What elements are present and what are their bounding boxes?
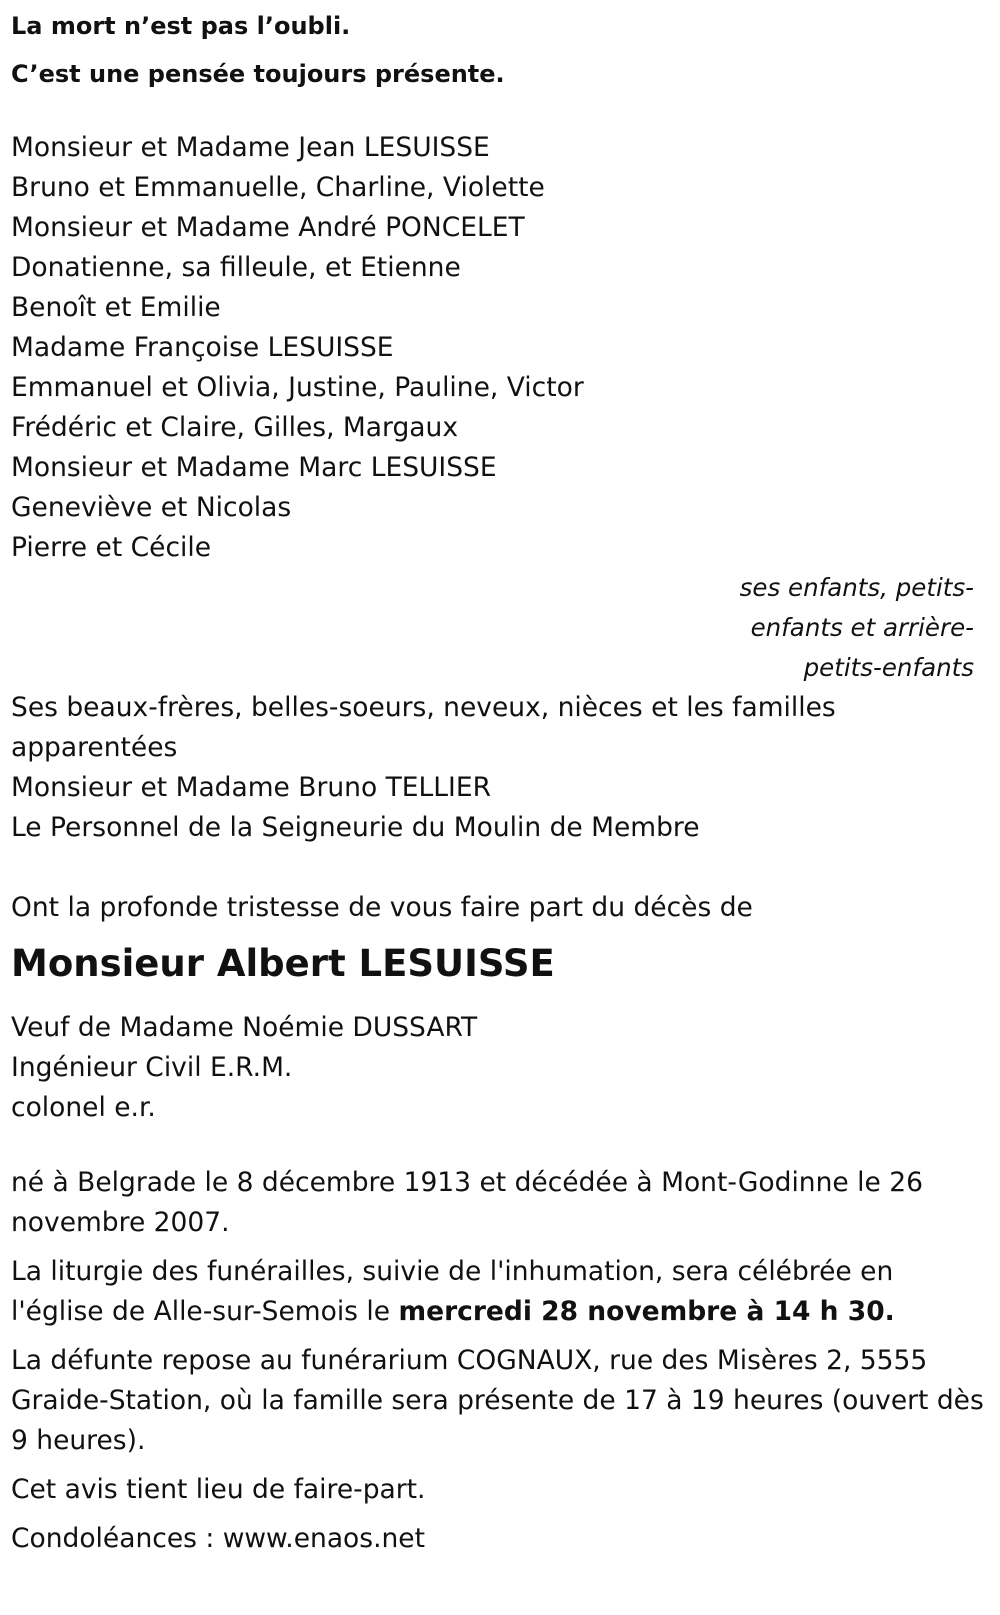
family-relation (11, 568, 989, 688)
deceased-detail: colonel e.r. (11, 1092, 156, 1123)
staff-text: Le Personnel de la Seigneurie du Moulin de Membre (11, 812, 700, 843)
family-list (11, 128, 989, 568)
deceased-details (11, 1008, 989, 1128)
family-relation-line-2: enfants et arrière- (750, 613, 974, 642)
family-relation-line-3: petits-enfants (803, 653, 974, 682)
family-member: Emmanuel et Olivia, Justine, Pauline, Victor (11, 372, 584, 403)
family-member: Frédéric et Claire, Gilles, Margaux (11, 412, 459, 443)
funeral-intro: La liturgie des funérailles, suivie de l'inhumation, sera célébrée en l'église de Alle-sur-Semois le (11, 1256, 894, 1327)
family-member: Pierre et Cécile (11, 532, 212, 563)
condolences-text: Condoléances : www.enaos.net (11, 1523, 425, 1554)
in-laws-text: Ses beaux-frères, belles-soeurs, neveux, nièces et les familles apparentées (11, 692, 836, 763)
rest-text: La défunte repose au funérarium COGNAUX, rue des Misères 2, 5555 Graide-Station, où la famille sera présente de 17 à 19 heures (ouvert dès 9 heures). (11, 1345, 984, 1456)
deceased-detail: Ingénieur Civil E.R.M. (11, 1052, 293, 1083)
announcement-text: Ont la profonde tristesse de vous faire part du décès de (11, 892, 753, 923)
epigraph-line-2: C’est une pensée toujours présente. (11, 60, 505, 88)
family-member: Benoît et Emilie (11, 292, 221, 323)
notice-text: Cet avis tient lieu de faire-part. (11, 1474, 426, 1505)
family-member: Geneviève et Nicolas (11, 492, 292, 523)
family-member: Bruno et Emmanuelle, Charline, Violette (11, 172, 545, 203)
deceased-name: Monsieur Albert LESUISSE (11, 942, 555, 985)
family-member: Monsieur et Madame Jean LESUISSE (11, 132, 490, 163)
family-member: Monsieur et Madame André PONCELET (11, 212, 525, 243)
family-relation-line-1: ses enfants, petits- (739, 573, 974, 602)
epigraph-line-1: La mort n’est pas l’oubli. (11, 12, 351, 40)
family-member: Donatienne, sa filleule, et Etienne (11, 252, 461, 283)
friend-text: Monsieur et Madame Bruno TELLIER (11, 772, 492, 803)
funeral-date: mercredi 28 novembre à 14 h 30. (398, 1296, 895, 1327)
birth-death-text: né à Belgrade le 8 décembre 1913 et décédée à Mont-Godinne le 26 novembre 2007. (11, 1167, 923, 1238)
epigraph (11, 0, 989, 98)
deceased-detail: Veuf de Madame Noémie DUSSART (11, 1012, 478, 1043)
family-member: Madame Françoise LESUISSE (11, 332, 394, 363)
family-member: Monsieur et Madame Marc LESUISSE (11, 452, 497, 483)
funeral-text (11, 1252, 989, 1332)
